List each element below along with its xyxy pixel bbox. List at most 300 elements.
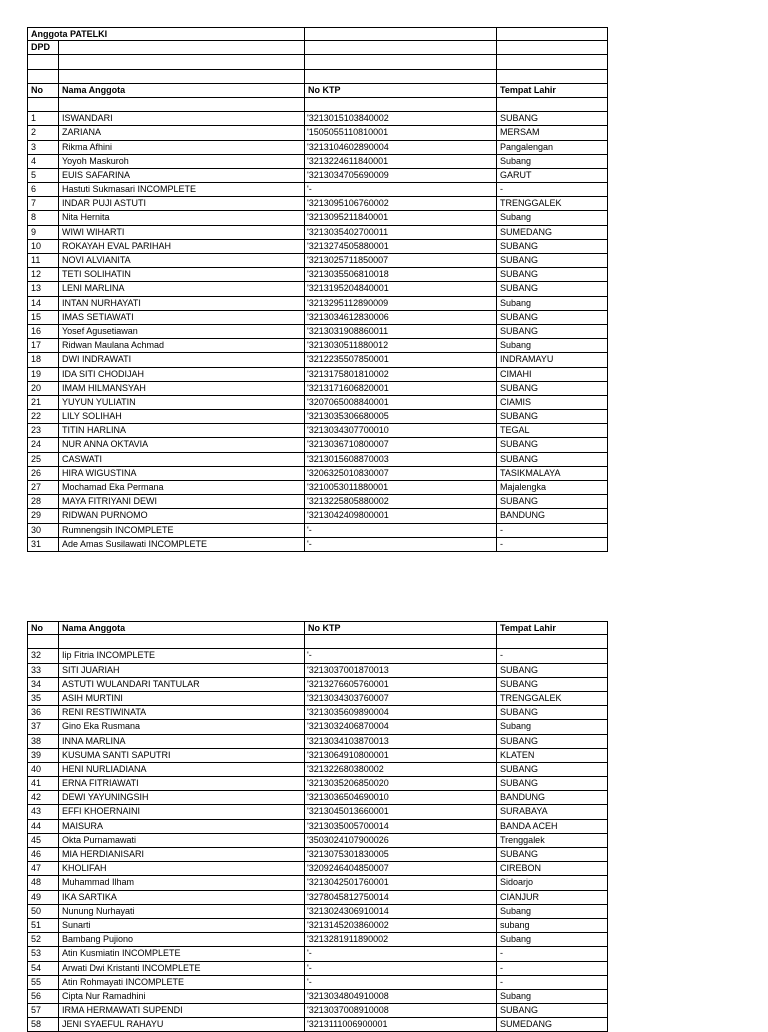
row-no: 57 bbox=[27, 1004, 59, 1018]
table-row bbox=[27, 891, 608, 905]
row-no: 5 bbox=[27, 169, 59, 183]
birthplace: Sidoarjo bbox=[497, 876, 608, 890]
row-no: 34 bbox=[27, 678, 59, 692]
row-no: 37 bbox=[27, 720, 59, 734]
birthplace: BANDUNG bbox=[497, 509, 608, 523]
member-name: Sunarti bbox=[59, 919, 305, 933]
header-no: No bbox=[27, 84, 59, 98]
ktp-number: '3213295112890009 bbox=[305, 297, 497, 311]
table-row bbox=[27, 735, 608, 749]
birthplace: SUBANG bbox=[497, 282, 608, 296]
row-no: 6 bbox=[27, 183, 59, 197]
member-name: Atin Rohmayati INCOMPLETE bbox=[59, 976, 305, 990]
birthplace: SUBANG bbox=[497, 112, 608, 126]
member-name: DWI INDRAWATI bbox=[59, 353, 305, 367]
ktp-number: '3213064910800001 bbox=[305, 749, 497, 763]
row-no: 50 bbox=[27, 905, 59, 919]
ktp-number: '3213274505880001 bbox=[305, 240, 497, 254]
ktp-number: '3213045013660001 bbox=[305, 805, 497, 819]
ktp-number: '3213037001870013 bbox=[305, 664, 497, 678]
member-table-1 bbox=[27, 27, 608, 552]
table-row bbox=[27, 254, 608, 268]
dpd-row bbox=[27, 41, 608, 55]
row-no: 47 bbox=[27, 862, 59, 876]
birthplace: Subang bbox=[497, 211, 608, 225]
row-no: 19 bbox=[27, 368, 59, 382]
row-no: 3 bbox=[27, 141, 59, 155]
table-row bbox=[27, 467, 608, 481]
member-name: DEWI YAYUNINGSIH bbox=[59, 791, 305, 805]
table-row bbox=[27, 339, 608, 353]
blank-row bbox=[27, 635, 608, 649]
table-row bbox=[27, 183, 608, 197]
row-no: 26 bbox=[27, 467, 59, 481]
table-row bbox=[27, 649, 608, 663]
row-no: 41 bbox=[27, 777, 59, 791]
table-row bbox=[27, 226, 608, 240]
table-row bbox=[27, 396, 608, 410]
ktp-number: '3213034705690009 bbox=[305, 169, 497, 183]
member-name: IKA SARTIKA bbox=[59, 891, 305, 905]
row-no: 18 bbox=[27, 353, 59, 367]
member-name: HENI NURLIADIANA bbox=[59, 763, 305, 777]
table-row bbox=[27, 664, 608, 678]
table-row bbox=[27, 141, 608, 155]
ktp-number: '3213145203860002 bbox=[305, 919, 497, 933]
member-name: YUYUN YULIATIN bbox=[59, 396, 305, 410]
table-row bbox=[27, 311, 608, 325]
member-name: NOVI ALVIANITA bbox=[59, 254, 305, 268]
table-row bbox=[27, 805, 608, 819]
birthplace: - bbox=[497, 976, 608, 990]
birthplace: Majalengka bbox=[497, 481, 608, 495]
row-no: 14 bbox=[27, 297, 59, 311]
ktp-number: '- bbox=[305, 538, 497, 552]
birthplace: MERSAM bbox=[497, 126, 608, 140]
member-name: WIWI WIHARTI bbox=[59, 226, 305, 240]
birthplace: SUBANG bbox=[497, 777, 608, 791]
ktp-number: '3213031908860011 bbox=[305, 325, 497, 339]
member-table-2 bbox=[27, 621, 608, 1032]
row-no: 54 bbox=[27, 962, 59, 976]
table-row bbox=[27, 834, 608, 848]
member-name: TETI SOLIHATIN bbox=[59, 268, 305, 282]
ktp-number: '3213095211840001 bbox=[305, 211, 497, 225]
ktp-number: '1505055110810001 bbox=[305, 126, 497, 140]
header-ktp: No KTP bbox=[305, 621, 497, 635]
table-row bbox=[27, 791, 608, 805]
sheet-title: Anggota PATELKI bbox=[27, 27, 305, 41]
row-no: 39 bbox=[27, 749, 59, 763]
birthplace: Pangalengan bbox=[497, 141, 608, 155]
member-name: Nunung Nurhayati bbox=[59, 905, 305, 919]
header-nama: Nama Anggota bbox=[59, 621, 305, 635]
birthplace: TRENGGALEK bbox=[497, 197, 608, 211]
ktp-number: '3213034804910008 bbox=[305, 990, 497, 1004]
row-no: 38 bbox=[27, 735, 59, 749]
ktp-number: '- bbox=[305, 183, 497, 197]
table-row bbox=[27, 720, 608, 734]
header-tempat: Tempat Lahir bbox=[497, 621, 608, 635]
row-no: 13 bbox=[27, 282, 59, 296]
member-name: IRMA HERMAWATI SUPENDI bbox=[59, 1004, 305, 1018]
member-name: CASWATI bbox=[59, 453, 305, 467]
table-row bbox=[27, 524, 608, 538]
member-name: IMAS SETIAWATI bbox=[59, 311, 305, 325]
member-name: ASIH MURTINI bbox=[59, 692, 305, 706]
birthplace: - bbox=[497, 649, 608, 663]
row-no: 32 bbox=[27, 649, 59, 663]
birthplace: Trenggalek bbox=[497, 834, 608, 848]
table-row bbox=[27, 692, 608, 706]
member-name: KUSUMA SANTI SAPUTRI bbox=[59, 749, 305, 763]
birthplace: SUBANG bbox=[497, 706, 608, 720]
ktp-number: '3213195204840001 bbox=[305, 282, 497, 296]
member-name: Iip Fitria INCOMPLETE bbox=[59, 649, 305, 663]
ktp-number: '3213035005700014 bbox=[305, 820, 497, 834]
row-no: 22 bbox=[27, 410, 59, 424]
member-name: TITIN HARLINA bbox=[59, 424, 305, 438]
row-no: 44 bbox=[27, 820, 59, 834]
member-name: JENI SYAEFUL RAHAYU bbox=[59, 1018, 305, 1032]
row-no: 27 bbox=[27, 481, 59, 495]
table-row bbox=[27, 962, 608, 976]
row-no: 58 bbox=[27, 1018, 59, 1032]
row-no: 56 bbox=[27, 990, 59, 1004]
birthplace: SUBANG bbox=[497, 495, 608, 509]
ktp-number: '3206325010830007 bbox=[305, 467, 497, 481]
member-name: Mochamad Eka Permana bbox=[59, 481, 305, 495]
dpd-label: DPD bbox=[27, 41, 59, 55]
birthplace: BANDUNG bbox=[497, 791, 608, 805]
ktp-number: '3213036504690010 bbox=[305, 791, 497, 805]
member-name: NUR ANNA OKTAVIA bbox=[59, 438, 305, 452]
member-name: Ade Amas Susilawati INCOMPLETE bbox=[59, 538, 305, 552]
birthplace: SUBANG bbox=[497, 763, 608, 777]
birthplace: - bbox=[497, 524, 608, 538]
birthplace: CIMAHI bbox=[497, 368, 608, 382]
ktp-number: '321322680380002 bbox=[305, 763, 497, 777]
table-row bbox=[27, 947, 608, 961]
row-no: 28 bbox=[27, 495, 59, 509]
ktp-number: '3213276605760001 bbox=[305, 678, 497, 692]
member-name: HIRA WIGUSTINA bbox=[59, 467, 305, 481]
birthplace: BANDA ACEH bbox=[497, 820, 608, 834]
member-name: MAISURA bbox=[59, 820, 305, 834]
member-name: ERNA FITRIAWATI bbox=[59, 777, 305, 791]
row-no: 21 bbox=[27, 396, 59, 410]
member-name: Gino Eka Rusmana bbox=[59, 720, 305, 734]
row-no: 11 bbox=[27, 254, 59, 268]
member-name: Arwati Dwi Kristanti INCOMPLETE bbox=[59, 962, 305, 976]
table-row bbox=[27, 678, 608, 692]
birthplace: SUBANG bbox=[497, 254, 608, 268]
row-no: 33 bbox=[27, 664, 59, 678]
table-row bbox=[27, 538, 608, 552]
table-row bbox=[27, 438, 608, 452]
birthplace: CIANJUR bbox=[497, 891, 608, 905]
table-row bbox=[27, 297, 608, 311]
table-2-body bbox=[27, 649, 608, 1032]
header-nama: Nama Anggota bbox=[59, 84, 305, 98]
ktp-number: '3213171606820001 bbox=[305, 382, 497, 396]
member-name: LENI MARLINA bbox=[59, 282, 305, 296]
birthplace: Subang bbox=[497, 297, 608, 311]
ktp-number: '3213225805880002 bbox=[305, 495, 497, 509]
birthplace: Subang bbox=[497, 155, 608, 169]
birthplace: - bbox=[497, 947, 608, 961]
blank-row bbox=[27, 98, 608, 112]
row-no: 53 bbox=[27, 947, 59, 961]
row-no: 20 bbox=[27, 382, 59, 396]
ktp-number: '3213034612830006 bbox=[305, 311, 497, 325]
header-no: No bbox=[27, 621, 59, 635]
ktp-number: '3213035609890004 bbox=[305, 706, 497, 720]
birthplace: SUBANG bbox=[497, 438, 608, 452]
member-name: RIDWAN PURNOMO bbox=[59, 509, 305, 523]
ktp-number: '3213075301830005 bbox=[305, 848, 497, 862]
table-row bbox=[27, 155, 608, 169]
birthplace: Subang bbox=[497, 933, 608, 947]
table-row bbox=[27, 1004, 608, 1018]
row-no: 49 bbox=[27, 891, 59, 905]
birthplace: Subang bbox=[497, 339, 608, 353]
table-1-body bbox=[27, 112, 608, 552]
row-no: 4 bbox=[27, 155, 59, 169]
ktp-number: '3213037008910008 bbox=[305, 1004, 497, 1018]
ktp-number: '3213111006900001 bbox=[305, 1018, 497, 1032]
table-row bbox=[27, 424, 608, 438]
birthplace: SUBANG bbox=[497, 735, 608, 749]
ktp-number: '3210053011880001 bbox=[305, 481, 497, 495]
birthplace: subang bbox=[497, 919, 608, 933]
birthplace: SUBANG bbox=[497, 453, 608, 467]
birthplace: SUBANG bbox=[497, 678, 608, 692]
row-no: 40 bbox=[27, 763, 59, 777]
member-name: KHOLIFAH bbox=[59, 862, 305, 876]
table-row bbox=[27, 976, 608, 990]
ktp-number: '3213036710800007 bbox=[305, 438, 497, 452]
table-row bbox=[27, 240, 608, 254]
ktp-number: '3213034103870013 bbox=[305, 735, 497, 749]
member-name: Atin Kusmiatin INCOMPLETE bbox=[59, 947, 305, 961]
member-name: Cipta Nur Ramadhini bbox=[59, 990, 305, 1004]
table-row bbox=[27, 905, 608, 919]
table-row bbox=[27, 848, 608, 862]
ktp-number: '3212235507850001 bbox=[305, 353, 497, 367]
ktp-number: '3213042409800001 bbox=[305, 509, 497, 523]
ktp-number: '3207065008840001 bbox=[305, 396, 497, 410]
member-name: ZARIANA bbox=[59, 126, 305, 140]
birthplace: - bbox=[497, 538, 608, 552]
ktp-number: '3209246404850007 bbox=[305, 862, 497, 876]
ktp-number: '3213224611840001 bbox=[305, 155, 497, 169]
birthplace: SUBANG bbox=[497, 410, 608, 424]
birthplace: KLATEN bbox=[497, 749, 608, 763]
birthplace: SUBANG bbox=[497, 664, 608, 678]
birthplace: - bbox=[497, 183, 608, 197]
ktp-number: '- bbox=[305, 976, 497, 990]
table-row bbox=[27, 777, 608, 791]
ktp-number: '- bbox=[305, 962, 497, 976]
ktp-number: '3213281911890002 bbox=[305, 933, 497, 947]
ktp-number: '3213035402700011 bbox=[305, 226, 497, 240]
row-no: 17 bbox=[27, 339, 59, 353]
birthplace: - bbox=[497, 962, 608, 976]
ktp-number: '3503024107900026 bbox=[305, 834, 497, 848]
table-row bbox=[27, 919, 608, 933]
table-row bbox=[27, 169, 608, 183]
ktp-number: '3213175801810002 bbox=[305, 368, 497, 382]
member-name: MIA HERDIANISARI bbox=[59, 848, 305, 862]
member-name: Muhammad Ilham bbox=[59, 876, 305, 890]
member-name: MAYA FITRIYANI DEWI bbox=[59, 495, 305, 509]
member-name: ROKAYAH EVAL PARIHAH bbox=[59, 240, 305, 254]
table-row bbox=[27, 509, 608, 523]
ktp-number: '3213035206850020 bbox=[305, 777, 497, 791]
row-no: 23 bbox=[27, 424, 59, 438]
birthplace: SUBANG bbox=[497, 268, 608, 282]
ktp-number: '3213015103840002 bbox=[305, 112, 497, 126]
row-no: 12 bbox=[27, 268, 59, 282]
row-no: 2 bbox=[27, 126, 59, 140]
ktp-number: '3213015608870003 bbox=[305, 453, 497, 467]
row-no: 25 bbox=[27, 453, 59, 467]
member-name: INTAN NURHAYATI bbox=[59, 297, 305, 311]
member-name: Ridwan Maulana Achmad bbox=[59, 339, 305, 353]
blank-row bbox=[27, 70, 608, 84]
birthplace: TEGAL bbox=[497, 424, 608, 438]
ktp-number: '3213042501760001 bbox=[305, 876, 497, 890]
table-row bbox=[27, 481, 608, 495]
member-name: Okta Purnamawati bbox=[59, 834, 305, 848]
birthplace: TRENGGALEK bbox=[497, 692, 608, 706]
member-name: Bambang Pujiono bbox=[59, 933, 305, 947]
birthplace: CIAMIS bbox=[497, 396, 608, 410]
table-row bbox=[27, 353, 608, 367]
table-row bbox=[27, 933, 608, 947]
title-row bbox=[27, 27, 608, 41]
row-no: 51 bbox=[27, 919, 59, 933]
birthplace: SUBANG bbox=[497, 382, 608, 396]
table-row bbox=[27, 763, 608, 777]
blank-row bbox=[27, 55, 608, 69]
member-name: IMAM HILMANSYAH bbox=[59, 382, 305, 396]
member-name: EUIS SAFARINA bbox=[59, 169, 305, 183]
birthplace: SUBANG bbox=[497, 311, 608, 325]
table-row bbox=[27, 495, 608, 509]
birthplace: SUMEDANG bbox=[497, 226, 608, 240]
row-no: 7 bbox=[27, 197, 59, 211]
table-row bbox=[27, 990, 608, 1004]
row-no: 10 bbox=[27, 240, 59, 254]
birthplace: SUBANG bbox=[497, 848, 608, 862]
table-row bbox=[27, 453, 608, 467]
ktp-number: '3213095106760002 bbox=[305, 197, 497, 211]
ktp-number: '3213024306910014 bbox=[305, 905, 497, 919]
table-row bbox=[27, 862, 608, 876]
row-no: 31 bbox=[27, 538, 59, 552]
row-no: 1 bbox=[27, 112, 59, 126]
ktp-number: '3213032406870004 bbox=[305, 720, 497, 734]
ktp-number: '3213025711850007 bbox=[305, 254, 497, 268]
table-row bbox=[27, 1018, 608, 1032]
ktp-number: '3213034307700010 bbox=[305, 424, 497, 438]
birthplace: TASIKMALAYA bbox=[497, 467, 608, 481]
member-name: Hastuti Sukmasari INCOMPLETE bbox=[59, 183, 305, 197]
birthplace: Subang bbox=[497, 905, 608, 919]
ktp-number: '3213030511880012 bbox=[305, 339, 497, 353]
birthplace: SUBANG bbox=[497, 1004, 608, 1018]
birthplace: GARUT bbox=[497, 169, 608, 183]
birthplace: Subang bbox=[497, 720, 608, 734]
row-no: 45 bbox=[27, 834, 59, 848]
table-row bbox=[27, 211, 608, 225]
member-name: LILY SOLIHAH bbox=[59, 410, 305, 424]
member-name: RENI RESTIWINATA bbox=[59, 706, 305, 720]
birthplace: SUMEDANG bbox=[497, 1018, 608, 1032]
header-row bbox=[27, 84, 608, 98]
member-name: SITI JUARIAH bbox=[59, 664, 305, 678]
row-no: 36 bbox=[27, 706, 59, 720]
row-no: 24 bbox=[27, 438, 59, 452]
birthplace: CIREBON bbox=[497, 862, 608, 876]
row-no: 15 bbox=[27, 311, 59, 325]
row-no: 16 bbox=[27, 325, 59, 339]
header-tempat: Tempat Lahir bbox=[497, 84, 608, 98]
row-no: 29 bbox=[27, 509, 59, 523]
table-row bbox=[27, 368, 608, 382]
table-row bbox=[27, 126, 608, 140]
member-name: IDA SITI CHODIJAH bbox=[59, 368, 305, 382]
ktp-number: '3213034303760007 bbox=[305, 692, 497, 706]
birthplace: Subang bbox=[497, 990, 608, 1004]
table-row bbox=[27, 382, 608, 396]
row-no: 48 bbox=[27, 876, 59, 890]
member-name: Rikma Afhini bbox=[59, 141, 305, 155]
row-no: 35 bbox=[27, 692, 59, 706]
member-name: Yosef Agusetiawan bbox=[59, 325, 305, 339]
table-row bbox=[27, 268, 608, 282]
member-name: ASTUTI WULANDARI TANTULAR bbox=[59, 678, 305, 692]
table-row bbox=[27, 706, 608, 720]
table-row bbox=[27, 749, 608, 763]
birthplace: SURABAYA bbox=[497, 805, 608, 819]
table-row bbox=[27, 112, 608, 126]
row-no: 55 bbox=[27, 976, 59, 990]
row-no: 8 bbox=[27, 211, 59, 225]
ktp-number: '3213035506810018 bbox=[305, 268, 497, 282]
ktp-number: '- bbox=[305, 947, 497, 961]
row-no: 9 bbox=[27, 226, 59, 240]
table-row bbox=[27, 820, 608, 834]
row-no: 43 bbox=[27, 805, 59, 819]
ktp-number: '- bbox=[305, 524, 497, 538]
header-row bbox=[27, 621, 608, 635]
birthplace: SUBANG bbox=[497, 240, 608, 254]
ktp-number: '3213104602890004 bbox=[305, 141, 497, 155]
ktp-number: '3278045812750014 bbox=[305, 891, 497, 905]
header-ktp: No KTP bbox=[305, 84, 497, 98]
row-no: 42 bbox=[27, 791, 59, 805]
member-name: EFFI KHOERNAINI bbox=[59, 805, 305, 819]
birthplace: SUBANG bbox=[497, 325, 608, 339]
row-no: 30 bbox=[27, 524, 59, 538]
member-name: INDAR PUJI ASTUTI bbox=[59, 197, 305, 211]
member-name: INNA MARLINA bbox=[59, 735, 305, 749]
member-name: Nita Hernita bbox=[59, 211, 305, 225]
birthplace: INDRAMAYU bbox=[497, 353, 608, 367]
